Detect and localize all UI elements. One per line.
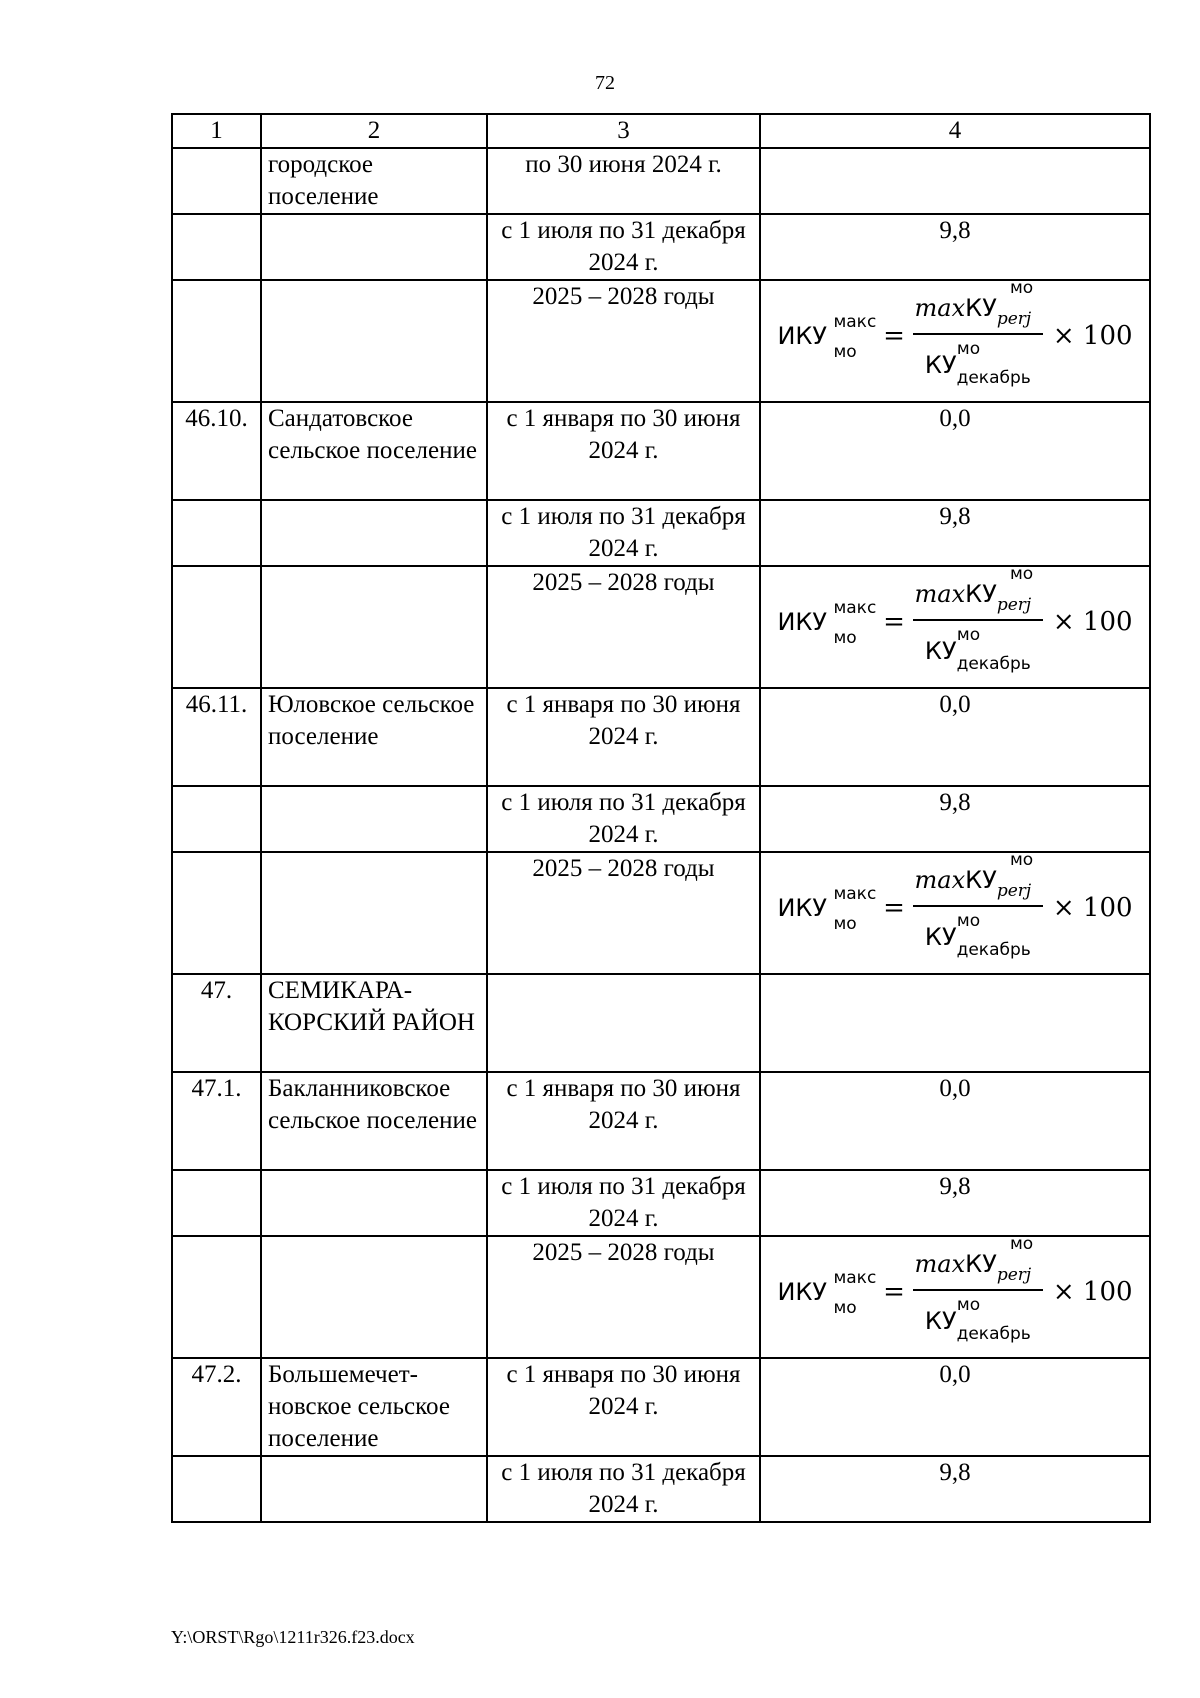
index-formula: ИКУ макс мо = maxКУ$_{perj}$ мо КУ мо $_{декабрь}$ × 100 (777, 564, 1133, 674)
index-formula-cell (760, 852, 1150, 974)
index-value: 9,8 (760, 1170, 1150, 1236)
table-row (172, 1236, 1150, 1358)
row-number (172, 566, 261, 688)
table-row (172, 1170, 1150, 1236)
period (487, 974, 760, 1072)
row-number: 47.2. (172, 1358, 261, 1456)
period: 2025 – 2028 годы (487, 852, 760, 974)
index-value: 9,8 (760, 1456, 1150, 1522)
period: с 1 июля по 31 декабря 2024 г. (487, 786, 760, 852)
col-header-4: 4 (760, 114, 1150, 148)
row-number: 47. (172, 974, 261, 1072)
period: с 1 января по 30 июня 2024 г. (487, 1358, 760, 1456)
row-number (172, 500, 261, 566)
index-value: 9,8 (760, 214, 1150, 280)
row-number: 46.10. (172, 402, 261, 500)
index-formula: ИКУ макс мо = maxКУ$_{perj}$ мо КУ мо $_{декабрь}$ × 100 (777, 850, 1133, 960)
row-number (172, 1236, 261, 1358)
table-row (172, 280, 1150, 402)
settlement-name: Сандатовское сельское поселение (261, 402, 487, 500)
table-row (172, 148, 1150, 214)
period: 2025 – 2028 годы (487, 566, 760, 688)
period: с 1 июля по 31 декабря 2024 г. (487, 1456, 760, 1522)
col-header-2: 2 (261, 114, 487, 148)
tariff-table (171, 113, 1151, 1523)
period: 2025 – 2028 годы (487, 1236, 760, 1358)
row-number (172, 1170, 261, 1236)
settlement-name (261, 1456, 487, 1522)
settlement-name: СЕМИКАРА-КОРСКИЙ РАЙОН (261, 974, 487, 1072)
index-formula-cell (760, 280, 1150, 402)
row-number (172, 852, 261, 974)
table-row (172, 500, 1150, 566)
table-header-row (172, 114, 1150, 148)
period: с 1 января по 30 июня 2024 г. (487, 688, 760, 786)
formula-fraction: maxКУ$_{perj}$ мо КУ мо $_{декабрь}$ (913, 574, 1043, 670)
col-header-1: 1 (172, 114, 261, 148)
row-number: 46.11. (172, 688, 261, 786)
formula-fraction: maxКУ$_{perj}$ мо КУ мо $_{декабрь}$ (913, 1244, 1043, 1340)
period: с 1 июля по 31 декабря 2024 г. (487, 1170, 760, 1236)
index-value: 9,8 (760, 500, 1150, 566)
settlement-name: Большемечет-новское сельское поселение (261, 1358, 487, 1456)
settlement-name (261, 1236, 487, 1358)
row-number (172, 214, 261, 280)
formula-lhs: ИКУ макс мо (777, 884, 877, 934)
settlement-name: Бакланниковское сельское поселение (261, 1072, 487, 1170)
row-number (172, 1456, 261, 1522)
index-value: 0,0 (760, 1072, 1150, 1170)
table-row (172, 974, 1150, 1072)
index-formula-cell (760, 566, 1150, 688)
row-number (172, 786, 261, 852)
settlement-name: Юловское сельское поселение (261, 688, 487, 786)
table-row (172, 566, 1150, 688)
period: с 1 января по 30 июня 2024 г. (487, 1072, 760, 1170)
index-formula: ИКУ макс мо = maxКУ$_{perj}$ мо КУ мо $_{декабрь}$ × 100 (777, 278, 1133, 388)
period: с 1 января по 30 июня 2024 г. (487, 402, 760, 500)
settlement-name (261, 500, 487, 566)
settlement-name (261, 786, 487, 852)
row-number (172, 148, 261, 214)
index-formula-cell (760, 1236, 1150, 1358)
index-value: 9,8 (760, 786, 1150, 852)
document-file-path: Y:\ORST\Rgo\1211r326.f23.docx (171, 1627, 415, 1647)
formula-fraction: maxКУ$_{perj}$ мо КУ мо $_{декабрь}$ (913, 288, 1043, 384)
settlement-name: городское поселение (261, 148, 487, 214)
table-row (172, 1072, 1150, 1170)
table-row (172, 1456, 1150, 1522)
table-row (172, 402, 1150, 500)
period: по 30 июня 2024 г. (487, 148, 760, 214)
table-row (172, 852, 1150, 974)
table-row (172, 786, 1150, 852)
table-row (172, 1358, 1150, 1456)
settlement-name (261, 1170, 487, 1236)
index-value (760, 974, 1150, 1072)
index-value: 0,0 (760, 1358, 1150, 1456)
settlement-name (261, 280, 487, 402)
table-row (172, 214, 1150, 280)
page-number: 72 (595, 72, 615, 94)
settlement-name (261, 566, 487, 688)
row-number (172, 280, 261, 402)
formula-lhs: ИКУ макс мо (777, 598, 877, 648)
formula-fraction: maxКУ$_{perj}$ мо КУ мо $_{декабрь}$ (913, 860, 1043, 956)
settlement-name (261, 852, 487, 974)
settlement-name (261, 214, 487, 280)
formula-lhs: ИКУ макс мо (777, 312, 877, 362)
col-header-3: 3 (487, 114, 760, 148)
index-value: 0,0 (760, 688, 1150, 786)
index-value: 0,0 (760, 402, 1150, 500)
period: с 1 июля по 31 декабря 2024 г. (487, 500, 760, 566)
index-formula: ИКУ макс мо = maxКУ$_{perj}$ мо КУ мо $_{декабрь}$ × 100 (777, 1234, 1133, 1344)
period: с 1 июля по 31 декабря 2024 г. (487, 214, 760, 280)
table-row (172, 688, 1150, 786)
period: 2025 – 2028 годы (487, 280, 760, 402)
index-value (760, 148, 1150, 214)
row-number: 47.1. (172, 1072, 261, 1170)
formula-lhs: ИКУ макс мо (777, 1268, 877, 1318)
